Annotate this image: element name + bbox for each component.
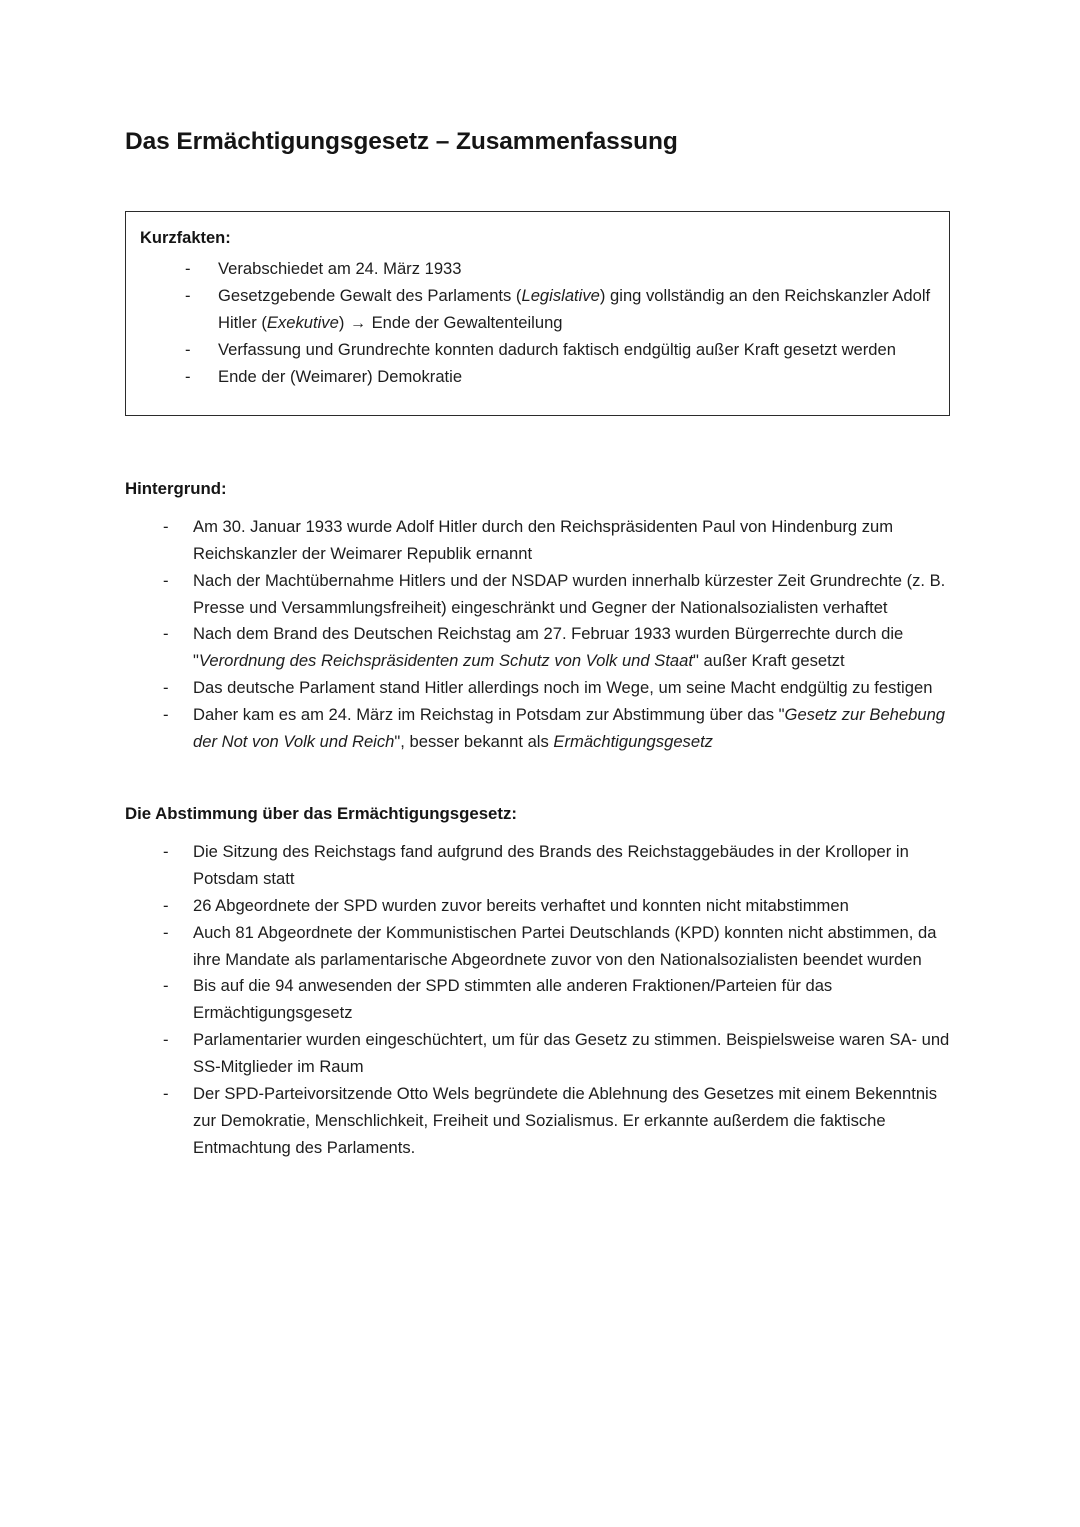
list-item (140, 283, 931, 337)
list-item (125, 568, 955, 622)
text-run: Gesetzgebende Gewalt des Parlaments ( (218, 286, 522, 306)
text-run: ) ging vollständig an den Reichskanzler Adolf Hitler ( (218, 286, 931, 333)
right-arrow-icon: → (349, 315, 366, 333)
dash-bullet-icon: - (163, 516, 169, 536)
section-hintergrund-heading: Hintergrund: (125, 478, 227, 498)
dash-bullet-icon: - (163, 705, 169, 725)
list-item (125, 893, 955, 920)
dash-bullet-icon: - (163, 1030, 169, 1050)
list-item (140, 256, 931, 283)
document-content (125, 0, 955, 1162)
kurzfakten-list (140, 256, 931, 390)
section-abstimmung-heading: Die Abstimmung über das Ermächtigungsgesetz: (125, 803, 517, 823)
dash-bullet-icon: - (185, 366, 191, 386)
abstimmung-list (125, 839, 955, 1162)
list-item (125, 621, 955, 675)
emphasis-text: Legislative (521, 286, 600, 306)
list-item-text: Parlamentarier wurden eingeschüchtert, um für das Gesetz zu stimmen. Beispielsweise waren SA- und SS-Mitglieder im Raum (193, 1030, 950, 1077)
list-item-text (218, 286, 930, 332)
list-item (125, 675, 955, 702)
list-item-text: Die Sitzung des Reichstags fand aufgrund des Brands des Reichstaggebäudes in der Krolloper in Potsdam statt (193, 842, 909, 888)
list-item-text: Der SPD-Parteivorsitzende Otto Wels begründete die Ablehnung des Gesetzes mit einem Bekenntnis zur Demokratie, Menschlichkeit, Freiheit und Sozialismus. Er erkannte außerdem die faktische Entmachtung des Parlaments. (193, 1083, 938, 1157)
list-item (125, 1081, 955, 1162)
dash-bullet-icon: - (163, 842, 169, 862)
list-item-text: Auch 81 Abgeordnete der Kommunistischen Partei Deutschlands (KPD) konnten nicht abstimmen, da ihre Mandate als parlamentarische Abgeordnete zuvor von den Nationalsozialisten beendet wurden (193, 922, 937, 969)
dash-bullet-icon: - (185, 286, 191, 306)
list-item-text: Nach der Machtübernahme Hitlers und der NSDAP wurden innerhalb kürzester Zeit Grundrechte (z. B. Presse und Versammlungsfreiheit) eingeschränkt und Gegner der Nationalsozialisten verhaftet (193, 570, 946, 617)
dash-bullet-icon: - (163, 1083, 169, 1103)
list-item (125, 839, 955, 893)
list-item (125, 920, 955, 974)
text-run: ", besser bekannt als (394, 731, 554, 751)
list-item (125, 702, 955, 756)
dash-bullet-icon: - (163, 570, 169, 590)
list-item-text (193, 705, 945, 751)
list-item (125, 514, 955, 568)
list-item-text: Am 30. Januar 1933 wurde Adolf Hitler durch den Reichspräsidenten Paul von Hindenburg zum Reichskanzler der Weimarer Republik ernannt (193, 516, 894, 563)
list-item (140, 337, 931, 364)
list-item-text: Verabschiedet am 24. März 1933 (218, 259, 462, 279)
section-abstimmung (125, 801, 955, 1162)
list-item (125, 973, 955, 1027)
section-hintergrund (125, 476, 955, 756)
list-item-text: Verfassung und Grundrechte konnten dadurch faktisch endgültig außer Kraft gesetzt werden (218, 340, 896, 360)
list-item-text: Das deutsche Parlament stand Hitler allerdings noch im Wege, um seine Macht endgültig zu festigen (193, 678, 933, 698)
kurzfakten-box (125, 211, 950, 416)
dash-bullet-icon: - (185, 259, 191, 279)
kurzfakten-heading: Kurzfakten: (140, 228, 231, 247)
list-item (140, 364, 931, 391)
hintergrund-list (125, 514, 955, 756)
dash-bullet-icon: - (185, 340, 191, 360)
list-item-text (193, 624, 903, 670)
list-item-text: Ende der (Weimarer) Demokratie (218, 366, 463, 386)
text-run: Ende der Gewaltenteilung (366, 313, 563, 333)
dash-bullet-icon: - (163, 922, 169, 942)
text-run: ) (338, 313, 349, 333)
emphasis-text: Ermächtigungsgesetz (553, 731, 713, 751)
emphasis-text: Verordnung des Reichspräsidenten zum Schutz von Volk und Staat (198, 651, 693, 671)
dash-bullet-icon: - (163, 678, 169, 698)
list-item (125, 1027, 955, 1081)
list-item-text: 26 Abgeordnete der SPD wurden zuvor bereits verhaftet und konnten nicht mitabstimmen (193, 895, 849, 915)
list-item-text: Bis auf die 94 anwesenden der SPD stimmten alle anderen Fraktionen/Parteien für das Ermächtigungsgesetz (193, 976, 833, 1023)
dash-bullet-icon: - (163, 624, 169, 644)
text-run: Nach dem Brand des Deutschen Reichstag am 27. Februar 1933 wurden Bürgerrechte durch die " (193, 624, 904, 671)
page-title: Das Ermächtigungsgesetz – Zusammenfassung (125, 128, 678, 155)
emphasis-text: Gesetz zur Behebung der Not von Volk und Reich (193, 705, 946, 751)
dash-bullet-icon: - (163, 976, 169, 996)
text-run: Daher kam es am 24. März im Reichstag in Potsdam zur Abstimmung über das " (193, 705, 785, 725)
emphasis-text: Exekutive (266, 313, 339, 333)
dash-bullet-icon: - (163, 895, 169, 915)
text-run: " außer Kraft gesetzt (693, 651, 845, 671)
